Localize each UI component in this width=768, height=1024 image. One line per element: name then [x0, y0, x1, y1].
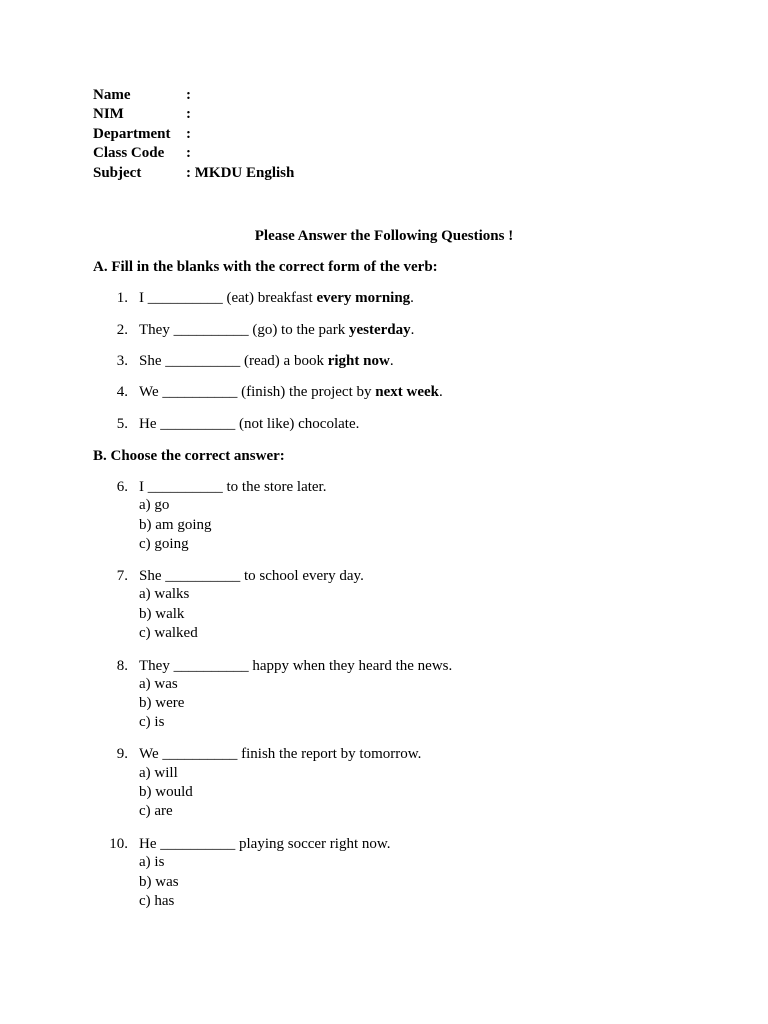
question-text — [139, 351, 394, 371]
section-a-heading: A. Fill in the blanks with the correct form of the verb: — [93, 259, 438, 275]
answer-option: c) going — [139, 536, 189, 552]
nim-label: NIM — [93, 106, 124, 123]
answer-option: a) walks — [139, 586, 190, 602]
nim-row — [93, 105, 294, 124]
answer-option: b) would — [139, 784, 193, 800]
question-number: 4. — [116, 384, 128, 400]
question-text — [139, 382, 443, 402]
question-text-before: I __________ (eat) breakfast — [139, 290, 317, 306]
subject-label: Subject — [93, 164, 142, 181]
answer-option: b) walk — [139, 606, 185, 622]
answer-option: b) were — [139, 695, 185, 711]
student-info-header — [93, 86, 294, 183]
question-text-bold: next week — [375, 384, 439, 400]
question-text-before: We __________ (finish) the project by — [139, 384, 376, 400]
question-number: 6. — [116, 479, 128, 495]
name-value: : — [186, 87, 191, 103]
class-code-row — [93, 144, 294, 163]
question-number: 7. — [116, 568, 128, 584]
answer-option: c) has — [139, 893, 175, 909]
answer-option: c) walked — [139, 625, 198, 641]
question-text-after: . — [410, 322, 415, 338]
class-code-label: Class Code — [93, 145, 165, 162]
question-text: She __________ to school every day. — [139, 568, 364, 584]
name-row — [93, 86, 294, 105]
page-title: Please Answer the Following Questions ! — [254, 228, 514, 244]
subject-value: : MKDU English — [186, 164, 295, 181]
question-text-before: He __________ (not like) chocolate. — [139, 416, 360, 432]
question-text-bold: yesterday — [348, 322, 411, 338]
answer-option: a) go — [139, 497, 170, 513]
name-label: Name — [93, 87, 131, 103]
question-text — [139, 414, 359, 434]
question-text — [139, 320, 414, 340]
answer-option: a) will — [139, 765, 178, 781]
question-text-before: They __________ (go) to the park — [139, 322, 349, 338]
answer-option: a) is — [139, 854, 165, 870]
question-number: 8. — [116, 658, 128, 674]
question-number: 9. — [116, 746, 128, 762]
question-text — [139, 288, 414, 308]
question-text: He __________ playing soccer right now. — [139, 836, 391, 852]
question-number: 10. — [109, 836, 128, 852]
question-text-bold: every morning — [316, 290, 411, 306]
question-text-after: . — [439, 384, 443, 400]
subject-row — [93, 164, 294, 183]
class-code-value: : — [186, 145, 191, 162]
question-text-after: . — [389, 353, 394, 369]
question-text-before: She __________ (read) a book — [139, 353, 328, 369]
question-text: We __________ finish the report by tomorrow. — [139, 746, 422, 762]
answer-option: c) is — [139, 714, 165, 730]
answer-option: a) was — [139, 676, 178, 692]
question-number: 5. — [116, 416, 128, 432]
question-number: 1. — [116, 290, 128, 306]
question-number: 2. — [116, 322, 128, 338]
nim-value: : — [186, 106, 191, 123]
department-row — [93, 125, 294, 144]
section-b-heading: B. Choose the correct answer: — [93, 448, 285, 464]
question-text-after: . — [410, 290, 414, 306]
question-number: 3. — [116, 353, 128, 369]
question-text-bold: right now — [327, 353, 390, 369]
question-text: They __________ happy when they heard the news. — [139, 658, 453, 674]
answer-option: b) am going — [139, 517, 212, 533]
answer-option: b) was — [139, 874, 179, 890]
department-label: Department — [93, 125, 171, 142]
answer-option: c) are — [139, 803, 173, 819]
question-text: I __________ to the store later. — [139, 479, 327, 495]
department-value: : — [186, 125, 191, 142]
